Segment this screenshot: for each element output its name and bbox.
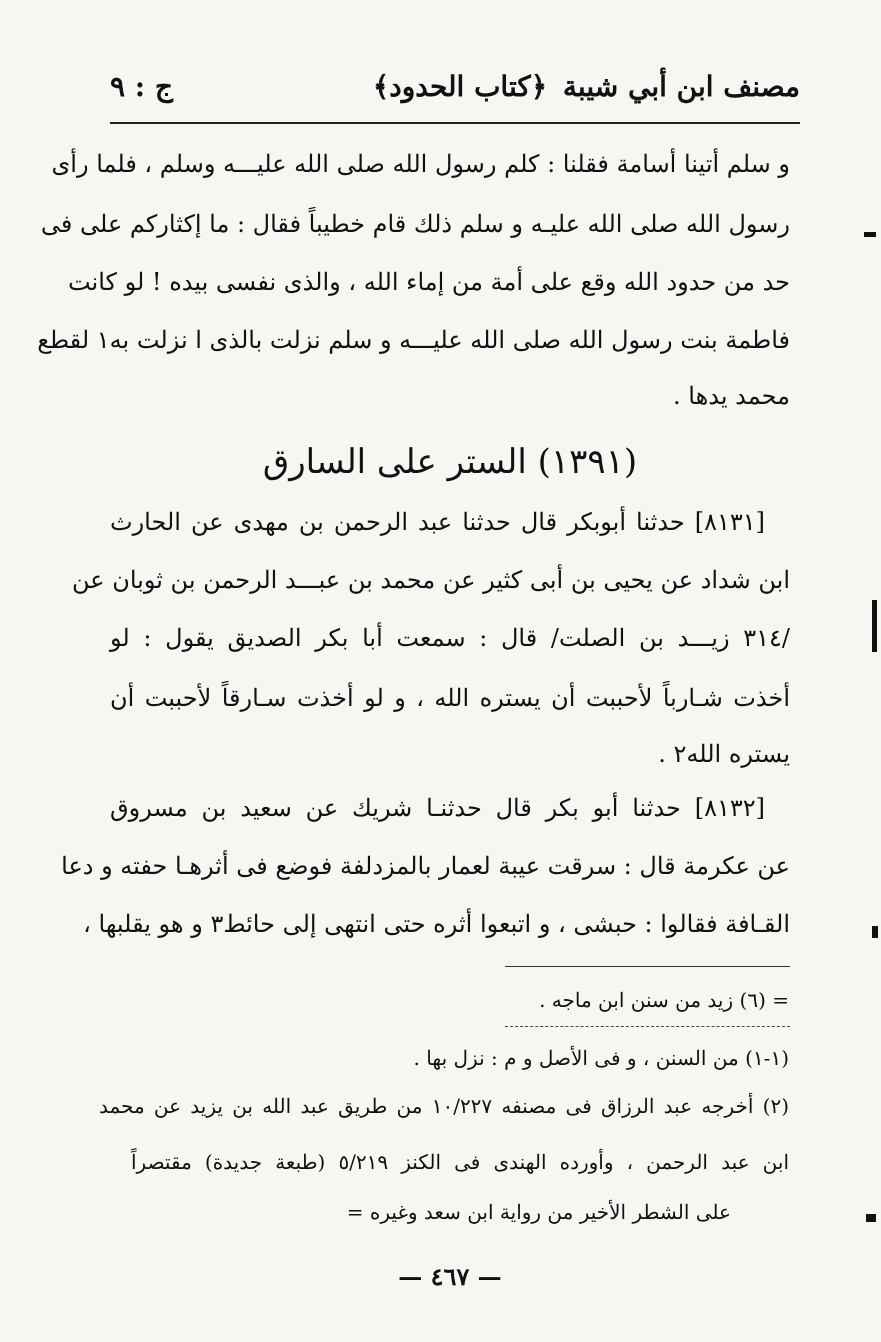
text-line: ابن شداد عن يحيى بن أبى كثير عن محمد بن عبـــد الرحمن بن ثوبان عن [72,566,790,594]
text-line: رسول الله صلى الله عليـه و سلم ذلك قام خطيباً فقال : ما إكثاركم على فى [40,210,790,238]
header-rule [110,122,800,124]
text-line: القـافة فقالوا : حبشى ، و اتبعوا أثره حتى انتهى إلى حائط٣ و هو يقلبها ، [83,910,790,938]
footnote-1: (١-١) من السنن ، و فى الأصل و م : نزل بها . [413,1046,789,1070]
scan-mark [872,926,878,938]
footnote-separator [505,966,790,967]
volume-number: ج : ٩ [110,70,173,103]
footnote-separator-dashed [505,1026,790,1028]
text-line: [٨١٣١] حدثنا أبوبكر قال حدثنا عبد الرحمن بن مهدى عن الحارث [110,508,765,536]
page-number: — ٤٦٧ — [398,1262,502,1291]
footnote-2-line: ابن عبد الرحمن ، وأورده الهندى فى الكنز ٥/٢١٩ (طبعة جديدة) مقتصراً [131,1150,789,1174]
footnote-2-line: على الشطر الأخير من رواية ابن سعد وغيره = [346,1200,731,1224]
chapter-title: ﴿كتاب الحدود﴾ [372,70,548,103]
section-heading: (١٣٩١) الستر على السارق [262,442,638,482]
text-line: فاطمة بنت رسول الله صلى الله عليـــه و سلم نزلت بالذى ا نزلت به١ لقطع [37,326,790,354]
footnote-2-line: (٢) أخرجه عبد الرزاق فى مصنفه ١٠/٢٢٧ من طريق عبد الله بن يزيد عن محمد [99,1094,789,1118]
text-line: [٨١٣٢] حدثنا أبو بكر قال حدثنـا شريك عن سعيد بن مسروق [110,794,765,822]
book-title: مصنف ابن أبي شيبة [562,70,800,103]
scan-mark [864,232,876,237]
scan-mark [872,600,877,652]
running-header [110,70,800,120]
text-line: عن عكرمة قال : سرقت عيبة لعمار بالمزدلفة فوضع فى أثرهـا حفته و دعا [61,852,790,880]
text-line: يستره الله٢ . [658,740,790,768]
text-line: /٣١٤ زيـــد بن الصلت/ قال : سمعت أبا بكر الصديق يقول : لو [110,624,790,652]
text-line: محمد يدها . [673,382,790,410]
footnote-continued: = (٦) زيد من سنن ابن ماجه . [539,988,789,1012]
text-line: و سلم أتينا أسامة فقلنا : كلم رسول الله صلى الله عليـــه وسلم ، فلما رأى [51,150,790,178]
text-line: حد من حدود الله وقع على أمة من إماء الله ، والذى نفسى بيده ! لو كانت [67,268,790,296]
scan-mark [866,1214,876,1222]
text-line: أخذت شـارباً لأحببت أن يستره الله ، و لو أخذت سـارقاً لأحببت أن [110,684,790,712]
